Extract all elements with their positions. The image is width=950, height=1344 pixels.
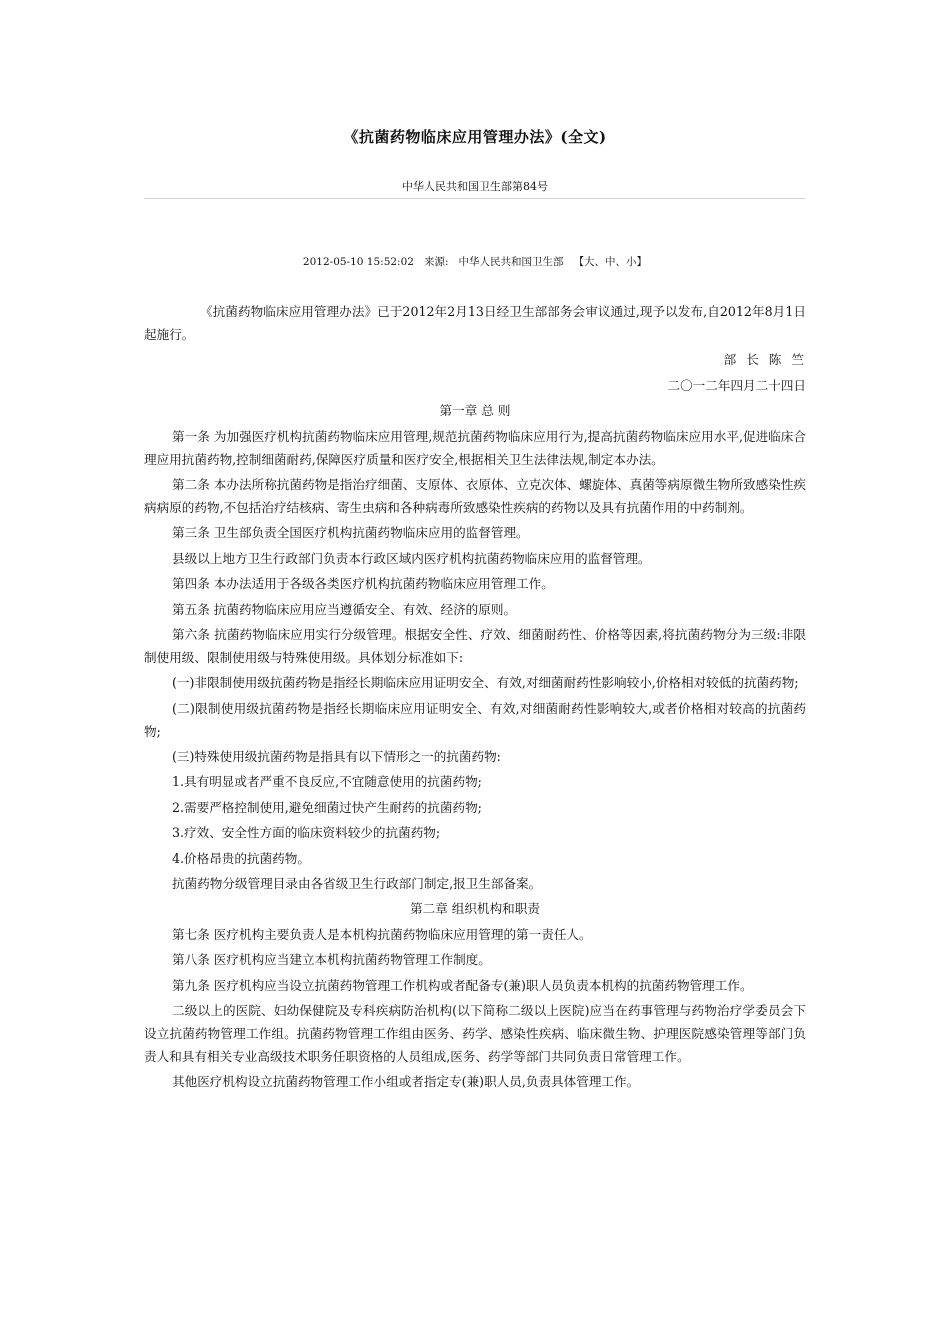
- article-3: 第三条 卫生部负责全国医疗机构抗菌药物临床应用的监督管理。: [172, 525, 529, 541]
- article-2: 第二条 本办法所称抗菌药物是指治疗细菌、支原体、衣原体、立克次体、螺旋体、真菌等病原微生物所致感染性疾病病原的药物,不包括治疗结核病、寄生虫病和各种病毒所致感染性疾病的药物以及具有抗菌作用的中药制剂。: [144, 476, 806, 515]
- article-8: 第八条 医疗机构应当建立本机构抗菌药物管理工作制度。: [172, 952, 491, 968]
- article-5: 第五条 抗菌药物临床应用应当遵循安全、有效、经济的原则。: [172, 601, 517, 617]
- article-6: 第六条 抗菌药物临床应用实行分级管理。根据安全性、疗效、细菌耐药性、价格等因素,将抗菌药物分为三级:非限制使用级、限制使用级与特殊使用级。具体划分标准如下:: [144, 626, 806, 665]
- article-6-item-2: (二)限制使用级抗菌药物是指经长期临床应用证明安全、有效,对细菌耐药性影响较大,或者价格相对较高的抗菌药物;: [144, 700, 806, 739]
- chapter-heading-1: 第一章 总 则: [439, 403, 511, 419]
- article-6-item-3-4: 4.价格昂贵的抗菌药物。: [172, 850, 310, 866]
- article-6-item-3-3: 3.疗效、安全性方面的临床资料较少的抗菌药物;: [172, 825, 441, 841]
- article-6-item-3-2: 2.需要严格控制使用,避免细菌过快产生耐药的抗菌药物;: [172, 799, 482, 815]
- font-size-control[interactable]: 【大、中、小】: [573, 256, 648, 268]
- article-3-paragraph-2: 县级以上地方卫生行政部门负责本行政区域内医疗机构抗菌药物临床应用的监督管理。: [172, 550, 651, 566]
- article-6-item-3-1: 1.具有明显或者严重不良反应,不宜随意使用的抗菌药物;: [172, 774, 482, 790]
- article-9-paragraph-2: 二级以上的医院、妇幼保健院及专科疾病防治机构(以下简称二级以上医院)应当在药事管理与药物治疗学委员会下设立抗菌药物管理工作组。抗菌药物管理工作组由医务、药学、感染性疾病、临床微生物、护理医院感染管理等部门负责人和具有相关专业高级技术职务任职资格的人员组成,医务、药学等部门共同负责日常管理工作。: [144, 1002, 806, 1064]
- article-meta: [144, 254, 806, 269]
- sign-date: 二〇一二年四月二十四日: [667, 377, 806, 393]
- source-label: 来源:: [423, 256, 449, 268]
- article-9: 第九条 医疗机构应当设立抗菌药物管理工作机构或者配备专(兼)职人员负责本机构的抗菌药物管理工作。: [172, 977, 753, 993]
- intro-paragraph: 《抗菌药物临床应用管理办法》已于2012年2月13日经卫生部部务会审议通过,现予以发布,自2012年8月1日起施行。: [144, 304, 806, 342]
- document-title: 《抗菌药物临床应用管理办法》(全文): [343, 128, 607, 146]
- order-number: 中华人民共和国卫生部第84号: [402, 180, 548, 193]
- header-divider: [144, 198, 806, 199]
- article-6-item-3: (三)特殊使用级抗菌药物是指具有以下情形之一的抗菌药物:: [172, 749, 501, 765]
- article-7: 第七条 医疗机构主要负责人是本机构抗菌药物临床应用管理的第一责任人。: [172, 926, 592, 942]
- article-6-closing: 抗菌药物分级管理目录由各省级卫生行政部门制定,报卫生部备案。: [172, 876, 542, 892]
- article-1: 第一条 为加强医疗机构抗菌药物临床应用管理,规范抗菌药物临床应用行为,提高抗菌药物临床应用水平,促进临床合理应用抗菌药物,控制细菌耐药,保障医疗质量和医疗安全,根据相关卫生法律法规,制定本办法。: [144, 428, 806, 467]
- chapter-heading-2: 第二章 组织机构和职责: [410, 901, 540, 917]
- article-4: 第四条 本办法适用于各级各类医疗机构抗菌药物临床应用管理工作。: [172, 576, 554, 592]
- article-9-paragraph-3: 其他医疗机构设立抗菌药物管理工作小组或者指定专(兼)职人员,负责具体管理工作。: [172, 1074, 640, 1090]
- publish-datetime: 2012-05-10 15:52:02: [302, 256, 414, 268]
- signatory: 部 长 陈 竺: [723, 352, 807, 368]
- source-name: 中华人民共和国卫生部: [458, 256, 564, 268]
- document-body: [144, 300, 806, 1096]
- article-6-item-1: (一)非限制使用级抗菌药物是指经长期临床应用证明安全、有效,对细菌耐药性影响较小,价格相对较低的抗菌药物;: [172, 675, 799, 691]
